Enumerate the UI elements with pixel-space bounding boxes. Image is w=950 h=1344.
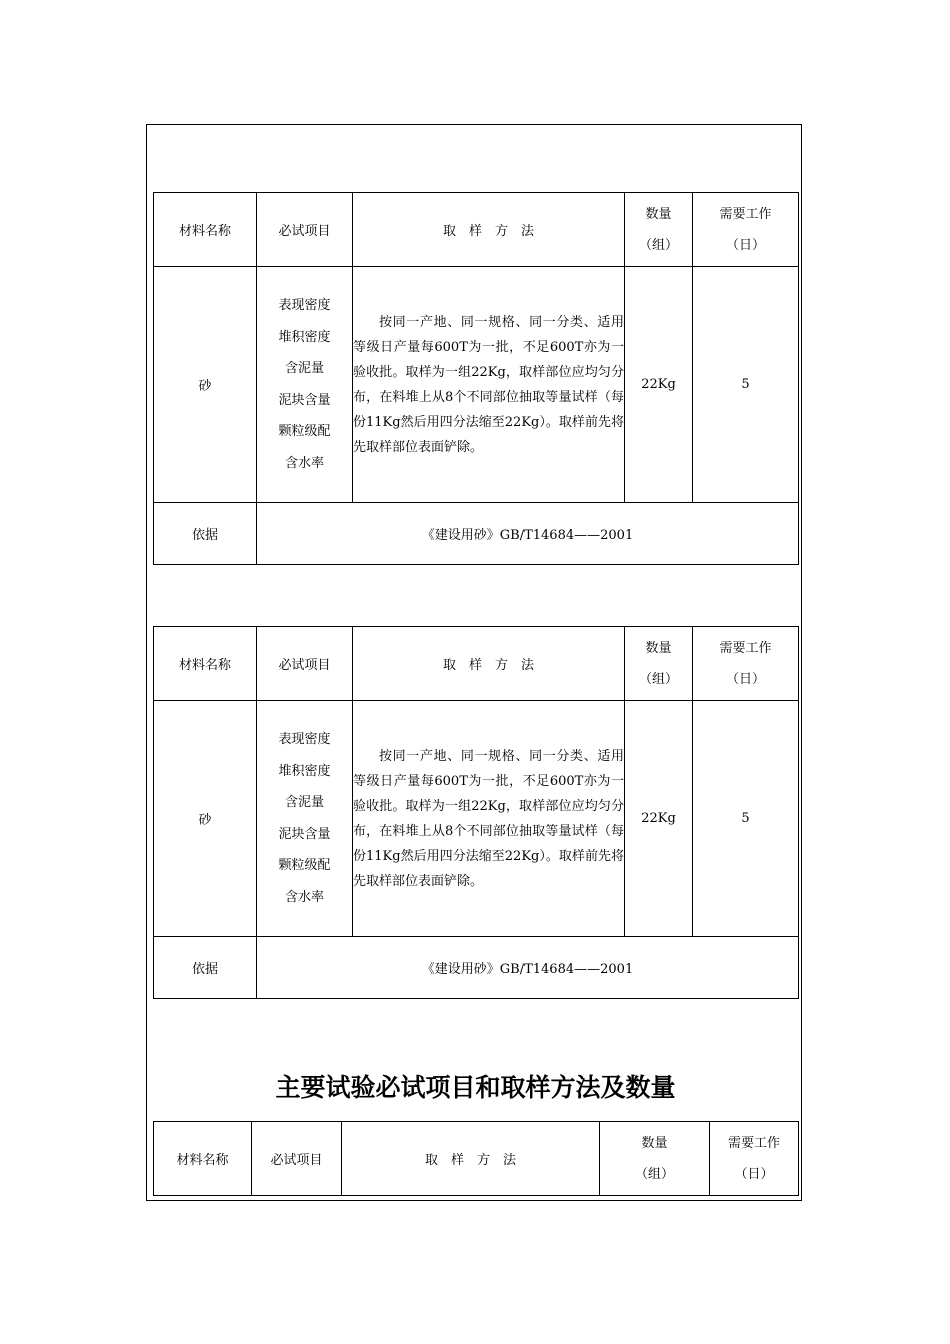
sampling-table-2: [153, 626, 799, 999]
header-material-name: 材料名称: [154, 1122, 252, 1196]
header-sampling-method: 取 样 方 法: [353, 627, 625, 701]
material-cell: 砂: [154, 267, 257, 503]
method-cell: 按同一产地、同一规格、同一分类、适用等级日产量每600T为一批，不足600T亦为一验收批。取样为一组22Kg，取样部位应均匀分布，在料堆上从8个不同部位抽取等量试样（每份11Kg然后用四分法缩至22Kg）。取样前先将先取样部位表面铲除。: [353, 267, 625, 503]
header-work-days: 需要工作 （日）: [693, 627, 799, 701]
basis-row: [154, 937, 799, 999]
tests-cell: 表现密度 堆积密度 含泥量 泥块含量 颗粒级配 含水率: [257, 267, 353, 503]
header-row: [154, 627, 799, 701]
basis-label: 依据: [154, 937, 257, 999]
header-sampling-method: 取 样 方 法: [342, 1122, 600, 1196]
table-row: [154, 701, 799, 937]
basis-value: 《建设用砂》GB/T14684——2001: [257, 937, 799, 999]
header-row: [154, 193, 799, 267]
header-sampling-method: 取 样 方 法: [353, 193, 625, 267]
header-required-items: 必试项目: [257, 193, 353, 267]
header-material-name: 材料名称: [154, 627, 257, 701]
basis-value: 《建设用砂》GB/T14684——2001: [257, 503, 799, 565]
header-work-days: 需要工作 （日）: [710, 1122, 799, 1196]
sampling-table-3: [153, 1121, 799, 1196]
sampling-table-1: [153, 192, 799, 565]
header-work-days: 需要工作 （日）: [693, 193, 799, 267]
header-quantity: 数量 （组）: [625, 627, 693, 701]
header-material-name: 材料名称: [154, 193, 257, 267]
header-row: [154, 1122, 799, 1196]
days-cell: 5: [693, 267, 799, 503]
header-required-items: 必试项目: [257, 627, 353, 701]
days-cell: 5: [693, 701, 799, 937]
method-cell: 按同一产地、同一规格、同一分类、适用等级日产量每600T为一批，不足600T亦为一验收批。取样为一组22Kg，取样部位应均匀分布，在料堆上从8个不同部位抽取等量试样（每份11Kg然后用四分法缩至22Kg）。取样前先将先取样部位表面铲除。: [353, 701, 625, 937]
header-quantity: 数量 （组）: [625, 193, 693, 267]
header-required-items: 必试项目: [252, 1122, 342, 1196]
header-quantity: 数量 （组）: [600, 1122, 710, 1196]
material-cell: 砂: [154, 701, 257, 937]
table-row: [154, 267, 799, 503]
basis-label: 依据: [154, 503, 257, 565]
quantity-cell: 22Kg: [625, 267, 693, 503]
basis-row: [154, 503, 799, 565]
quantity-cell: 22Kg: [625, 701, 693, 937]
tests-cell: 表现密度 堆积密度 含泥量 泥块含量 颗粒级配 含水率: [257, 701, 353, 937]
section-title: 主要试验必试项目和取样方法及数量: [275, 1073, 676, 1102]
